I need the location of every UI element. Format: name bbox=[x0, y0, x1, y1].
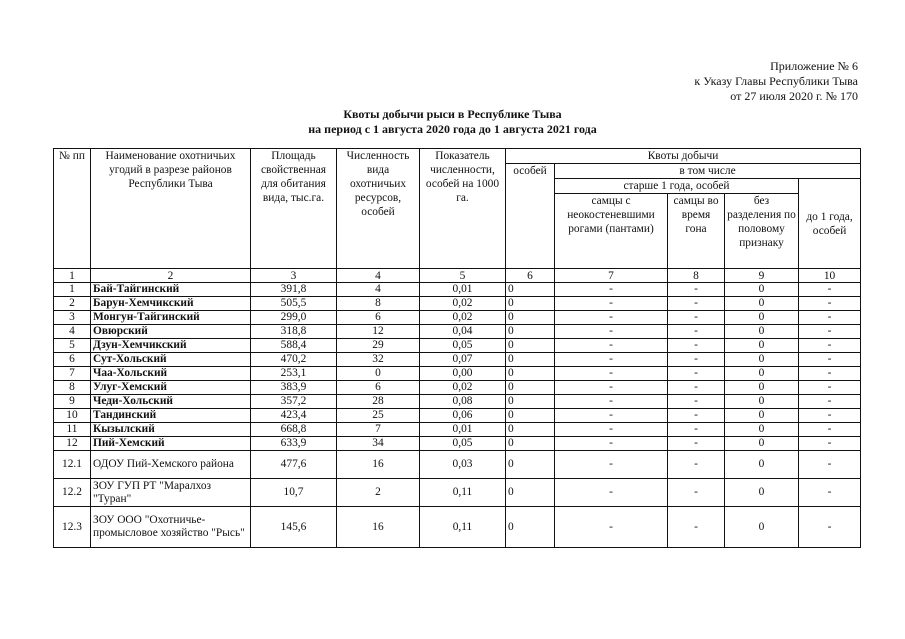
quota-total: 0 bbox=[506, 409, 555, 423]
quota-no-sex: 0 bbox=[725, 325, 799, 339]
district-name: Бай-Тайгинский bbox=[91, 283, 251, 297]
header-including: в том числе bbox=[555, 164, 861, 179]
table-row bbox=[54, 409, 861, 423]
quota-males-antlers: - bbox=[555, 325, 668, 339]
quota-no-sex: 0 bbox=[725, 353, 799, 367]
quota-under1: - bbox=[799, 409, 861, 423]
district-name: Чеди-Хольский bbox=[91, 395, 251, 409]
quota-table bbox=[53, 148, 861, 548]
area-value: 318,8 bbox=[251, 325, 337, 339]
count-value: 6 bbox=[337, 381, 420, 395]
district-name: Дзун-Хемчикский bbox=[91, 339, 251, 353]
table-row bbox=[54, 423, 861, 437]
table-row bbox=[54, 283, 861, 297]
quota-total: 0 bbox=[506, 283, 555, 297]
quota-total: 0 bbox=[506, 437, 555, 451]
quota-no-sex: 0 bbox=[725, 283, 799, 297]
quota-males-rut: - bbox=[668, 479, 725, 507]
quota-males-rut: - bbox=[668, 283, 725, 297]
header-name: Наименование охотничьих угодий в разрезе районов Республики Тыва bbox=[91, 149, 251, 269]
quota-total: 0 bbox=[506, 395, 555, 409]
appendix-decree: к Указу Главы Республики Тыва bbox=[694, 74, 858, 88]
quota-under1: - bbox=[799, 325, 861, 339]
column-number: 4 bbox=[337, 269, 420, 283]
quota-under1: - bbox=[799, 479, 861, 507]
area-value: 391,8 bbox=[251, 283, 337, 297]
indicator-value: 0,02 bbox=[420, 381, 506, 395]
row-number: 10 bbox=[54, 409, 91, 423]
appendix-reference bbox=[694, 59, 858, 104]
quota-males-antlers: - bbox=[555, 297, 668, 311]
quota-males-rut: - bbox=[668, 353, 725, 367]
quota-males-rut: - bbox=[668, 297, 725, 311]
indicator-value: 0,03 bbox=[420, 451, 506, 479]
quota-total: 0 bbox=[506, 353, 555, 367]
row-number: 12.1 bbox=[54, 451, 91, 479]
quota-total: 0 bbox=[506, 451, 555, 479]
header-under1: до 1 года, особей bbox=[799, 179, 861, 269]
quota-males-rut: - bbox=[668, 381, 725, 395]
row-number: 2 bbox=[54, 297, 91, 311]
quota-total: 0 bbox=[506, 311, 555, 325]
quota-total: 0 bbox=[506, 297, 555, 311]
indicator-value: 0,02 bbox=[420, 311, 506, 325]
district-name: Барун-Хемчикский bbox=[91, 297, 251, 311]
count-value: 34 bbox=[337, 437, 420, 451]
quota-under1: - bbox=[799, 381, 861, 395]
row-number: 11 bbox=[54, 423, 91, 437]
quota-under1: - bbox=[799, 507, 861, 548]
count-value: 2 bbox=[337, 479, 420, 507]
appendix-number: Приложение № 6 bbox=[770, 59, 858, 73]
count-value: 28 bbox=[337, 395, 420, 409]
quota-males-antlers: - bbox=[555, 311, 668, 325]
indicator-value: 0,05 bbox=[420, 437, 506, 451]
quota-under1: - bbox=[799, 283, 861, 297]
quota-no-sex: 0 bbox=[725, 451, 799, 479]
header-no-sex: без разделения по половому признаку bbox=[725, 194, 799, 269]
area-value: 477,6 bbox=[251, 451, 337, 479]
area-value: 505,5 bbox=[251, 297, 337, 311]
column-number: 9 bbox=[725, 269, 799, 283]
indicator-value: 0,04 bbox=[420, 325, 506, 339]
quota-total: 0 bbox=[506, 479, 555, 507]
indicator-value: 0,05 bbox=[420, 339, 506, 353]
indicator-value: 0,06 bbox=[420, 409, 506, 423]
quota-no-sex: 0 bbox=[725, 311, 799, 325]
quota-males-antlers: - bbox=[555, 339, 668, 353]
quota-total: 0 bbox=[506, 423, 555, 437]
quota-no-sex: 0 bbox=[725, 381, 799, 395]
quota-under1: - bbox=[799, 395, 861, 409]
quota-under1: - bbox=[799, 423, 861, 437]
district-name: Чаа-Хольский bbox=[91, 367, 251, 381]
table-row bbox=[54, 381, 861, 395]
area-value: 633,9 bbox=[251, 437, 337, 451]
indicator-value: 0,07 bbox=[420, 353, 506, 367]
quota-under1: - bbox=[799, 451, 861, 479]
header-indicator: Показатель численности, особей на 1000 га. bbox=[420, 149, 506, 269]
quota-males-antlers: - bbox=[555, 479, 668, 507]
row-number: 6 bbox=[54, 353, 91, 367]
document-title bbox=[0, 107, 905, 137]
quota-no-sex: 0 bbox=[725, 479, 799, 507]
table-row bbox=[54, 311, 861, 325]
indicator-value: 0,08 bbox=[420, 395, 506, 409]
column-number: 8 bbox=[668, 269, 725, 283]
quota-males-antlers: - bbox=[555, 367, 668, 381]
quota-no-sex: 0 bbox=[725, 423, 799, 437]
quota-total: 0 bbox=[506, 381, 555, 395]
row-number: 9 bbox=[54, 395, 91, 409]
area-value: 383,9 bbox=[251, 381, 337, 395]
count-value: 32 bbox=[337, 353, 420, 367]
indicator-value: 0,01 bbox=[420, 283, 506, 297]
quota-males-antlers: - bbox=[555, 437, 668, 451]
quota-total: 0 bbox=[506, 507, 555, 548]
area-value: 470,2 bbox=[251, 353, 337, 367]
row-number: 3 bbox=[54, 311, 91, 325]
table-row bbox=[54, 297, 861, 311]
header-no: № пп bbox=[54, 149, 91, 269]
quota-males-rut: - bbox=[668, 339, 725, 353]
count-value: 0 bbox=[337, 367, 420, 381]
table-row bbox=[54, 353, 861, 367]
area-value: 253,1 bbox=[251, 367, 337, 381]
district-name: Овюрский bbox=[91, 325, 251, 339]
header-males-antlers: самцы с неокостеневшими рогами (пантами) bbox=[555, 194, 668, 269]
quota-no-sex: 0 bbox=[725, 507, 799, 548]
area-value: 10,7 bbox=[251, 479, 337, 507]
district-name: Тандинский bbox=[91, 409, 251, 423]
quota-no-sex: 0 bbox=[725, 367, 799, 381]
quota-no-sex: 0 bbox=[725, 395, 799, 409]
table-row bbox=[54, 451, 861, 479]
title-line-2: на период с 1 августа 2020 года до 1 августа 2021 года bbox=[308, 122, 597, 136]
district-name: Улуг-Хемский bbox=[91, 381, 251, 395]
count-value: 16 bbox=[337, 507, 420, 548]
quota-under1: - bbox=[799, 367, 861, 381]
quota-males-antlers: - bbox=[555, 381, 668, 395]
quota-under1: - bbox=[799, 339, 861, 353]
area-value: 357,2 bbox=[251, 395, 337, 409]
column-number: 1 bbox=[54, 269, 91, 283]
count-value: 25 bbox=[337, 409, 420, 423]
quota-total: 0 bbox=[506, 339, 555, 353]
column-number-row bbox=[54, 269, 861, 283]
row-number: 5 bbox=[54, 339, 91, 353]
column-number: 2 bbox=[91, 269, 251, 283]
quota-no-sex: 0 bbox=[725, 409, 799, 423]
header-area: Площадь свойственная для обитания вида, тыс.га. bbox=[251, 149, 337, 269]
row-number: 12.2 bbox=[54, 479, 91, 507]
column-number: 5 bbox=[420, 269, 506, 283]
indicator-value: 0,11 bbox=[420, 479, 506, 507]
quota-males-antlers: - bbox=[555, 423, 668, 437]
quota-males-rut: - bbox=[668, 409, 725, 423]
quota-males-antlers: - bbox=[555, 451, 668, 479]
header-total: особей bbox=[506, 164, 555, 269]
quota-under1: - bbox=[799, 353, 861, 367]
quota-total: 0 bbox=[506, 325, 555, 339]
district-name: Пий-Хемский bbox=[91, 437, 251, 451]
table-row bbox=[54, 479, 861, 507]
count-value: 29 bbox=[337, 339, 420, 353]
area-value: 299,0 bbox=[251, 311, 337, 325]
table-row bbox=[54, 437, 861, 451]
quota-males-antlers: - bbox=[555, 353, 668, 367]
row-number: 4 bbox=[54, 325, 91, 339]
district-name: Сут-Хольский bbox=[91, 353, 251, 367]
count-value: 8 bbox=[337, 297, 420, 311]
row-number: 8 bbox=[54, 381, 91, 395]
district-name: ОДОУ Пий-Хемского района bbox=[91, 451, 251, 479]
header-count: Численность вида охотничьих ресурсов, особей bbox=[337, 149, 420, 269]
count-value: 7 bbox=[337, 423, 420, 437]
area-value: 668,8 bbox=[251, 423, 337, 437]
quota-no-sex: 0 bbox=[725, 437, 799, 451]
column-number: 6 bbox=[506, 269, 555, 283]
indicator-value: 0,01 bbox=[420, 423, 506, 437]
row-number: 12 bbox=[54, 437, 91, 451]
row-number: 1 bbox=[54, 283, 91, 297]
quota-under1: - bbox=[799, 311, 861, 325]
table-row bbox=[54, 367, 861, 381]
column-number: 10 bbox=[799, 269, 861, 283]
column-number: 3 bbox=[251, 269, 337, 283]
table-row bbox=[54, 507, 861, 548]
header-males-rut: самцы во время гона bbox=[668, 194, 725, 269]
area-value: 588,4 bbox=[251, 339, 337, 353]
header-quotas: Квоты добычи bbox=[506, 149, 861, 164]
table-row bbox=[54, 339, 861, 353]
quota-total: 0 bbox=[506, 367, 555, 381]
row-number: 7 bbox=[54, 367, 91, 381]
table-row bbox=[54, 395, 861, 409]
district-name: Кызылский bbox=[91, 423, 251, 437]
indicator-value: 0,11 bbox=[420, 507, 506, 548]
area-value: 423,4 bbox=[251, 409, 337, 423]
quota-table-body bbox=[54, 269, 861, 548]
district-name: Монгун-Тайгинский bbox=[91, 311, 251, 325]
count-value: 16 bbox=[337, 451, 420, 479]
count-value: 12 bbox=[337, 325, 420, 339]
indicator-value: 0,02 bbox=[420, 297, 506, 311]
quota-males-rut: - bbox=[668, 311, 725, 325]
quota-males-rut: - bbox=[668, 395, 725, 409]
quota-males-antlers: - bbox=[555, 283, 668, 297]
quota-males-rut: - bbox=[668, 507, 725, 548]
district-name: ЗОУ ООО "Охотничье-промысловое хозяйство "Рысь" bbox=[91, 507, 251, 548]
quota-males-rut: - bbox=[668, 325, 725, 339]
title-line-1: Квоты добычи рыси в Республике Тыва bbox=[343, 107, 562, 121]
quota-males-rut: - bbox=[668, 451, 725, 479]
quota-males-rut: - bbox=[668, 437, 725, 451]
count-value: 4 bbox=[337, 283, 420, 297]
quota-males-antlers: - bbox=[555, 409, 668, 423]
quota-males-antlers: - bbox=[555, 507, 668, 548]
appendix-date: от 27 июля 2020 г. № 170 bbox=[730, 89, 858, 103]
quota-no-sex: 0 bbox=[725, 297, 799, 311]
count-value: 6 bbox=[337, 311, 420, 325]
row-number: 12.3 bbox=[54, 507, 91, 548]
quota-under1: - bbox=[799, 297, 861, 311]
table-row bbox=[54, 325, 861, 339]
header-older: старше 1 года, особей bbox=[555, 179, 799, 194]
quota-males-antlers: - bbox=[555, 395, 668, 409]
quota-males-rut: - bbox=[668, 367, 725, 381]
quota-under1: - bbox=[799, 437, 861, 451]
indicator-value: 0,00 bbox=[420, 367, 506, 381]
area-value: 145,6 bbox=[251, 507, 337, 548]
district-name: ЗОУ ГУП РТ "Маралхоз "Туран" bbox=[91, 479, 251, 507]
quota-males-rut: - bbox=[668, 423, 725, 437]
column-number: 7 bbox=[555, 269, 668, 283]
quota-no-sex: 0 bbox=[725, 339, 799, 353]
